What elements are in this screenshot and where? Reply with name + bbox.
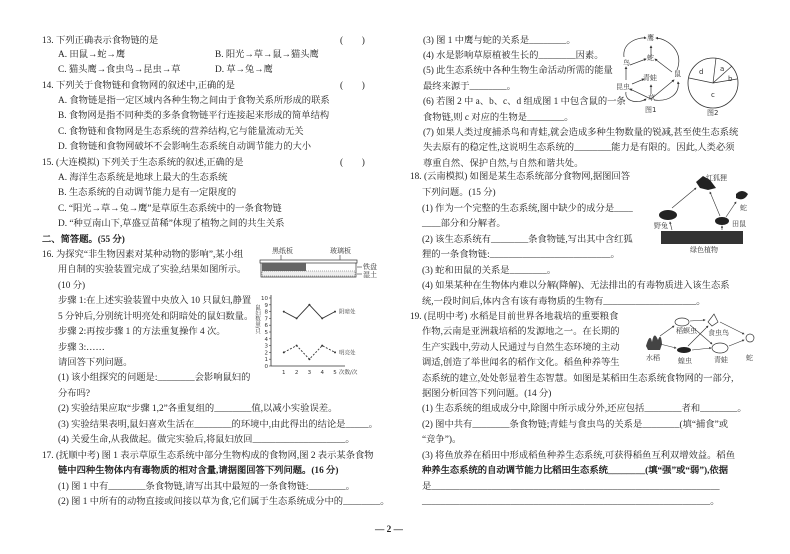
slice-c: c [711, 91, 715, 99]
answer-line: 是______________________________________________________________ [422, 482, 720, 492]
question-stem: 19. (昆明中考) 水稻是目前世界各地栽培的重要粮食 [410, 312, 619, 322]
option-a: A. 食物链是指一定区域内各种生物之间由于食物关系所形成的联系 [58, 96, 330, 106]
woodlouse-line-chart [252, 290, 377, 380]
y-tick-label: 7 [264, 316, 268, 323]
label-glass-board: 玻璃板 [330, 247, 351, 255]
data-point [334, 311, 336, 313]
question-stem: 13. 下列正确表示食物链的是 [42, 36, 159, 46]
label-green-plants: 绿色植物 [690, 246, 718, 254]
sub-question-2-cont: 狸的一条食物链:__________________________。 [422, 250, 620, 260]
answer-paren: ( ) [340, 36, 365, 46]
label-rabbit: 野兔 [654, 222, 668, 230]
slice-d: d [699, 68, 704, 76]
option-b: B. 阳光→草→鼠→猫头鹰 [215, 50, 319, 60]
option-d: D. 食物链和食物网破坏不会影响生态系统自动调节能力的大小 [58, 142, 312, 152]
plants-icon [661, 231, 743, 244]
option-b: B. 生态系统的自动调节能力是有一定限度的 [58, 188, 237, 198]
y-tick-label: 5 [264, 330, 268, 336]
borer-icon [675, 318, 689, 326]
node-grass: 草 [648, 94, 655, 102]
sub-question-4: (4) 关爱生命,从我做起。做完实验后,将鼠妇放回____________________。 [58, 435, 355, 445]
sub-question-2: (2) 实验结果应取“步骤 1,2”各重复组的________值,以减小实验误差。 [58, 404, 338, 414]
sub-question-2: (2) 该生态系统有________条食物链,写出其中含红狐 [422, 235, 633, 245]
option-d: D. 草→兔→鹰 [215, 65, 273, 75]
question-text: 作物,云南是亚洲栽培稻的发源地之一。在长期的 [422, 327, 620, 337]
question-score: 据图分析回答下列问题。(14 分) [422, 389, 552, 399]
sub-question-1: (1) 作为一个完整的生态系统,图中缺少的成分是____ [422, 204, 633, 214]
y-tick-label: 1 [264, 357, 268, 364]
option-c: C. 食物链和食物网是生态系统的营养结构,它与能量流动无关 [58, 127, 304, 137]
label-black-board: 黑纸板 [272, 247, 293, 255]
figure-2-pie [686, 55, 742, 119]
figure-caption: 图2 [707, 109, 719, 117]
question-stem: 14. 下列关于食物链和食物网的叙述中,正确的是 [42, 81, 235, 91]
step-3: 步骤 3:…… [58, 343, 105, 353]
answer-paren: ( ) [340, 81, 365, 91]
sub-question-5: (5) 此生态系统中各种生物生命活动所需的能量 [423, 66, 613, 76]
option-a: A. 海洋生态系统是地球上最大的生态系统 [58, 173, 228, 183]
sub-question-1-cont: 分布吗? [58, 389, 91, 399]
y-tick-label: 6 [264, 323, 268, 330]
series-line-阴暗处 [284, 305, 335, 319]
y-tick-label: 4 [264, 336, 268, 343]
node-frog: 青蛙 [643, 74, 657, 82]
node-insect: 昆虫 [616, 83, 630, 91]
rice-icon [646, 335, 662, 350]
option-c: C. 猫头鹰→食虫鸟→昆虫→草 [58, 65, 181, 75]
data-point [308, 304, 310, 306]
sub-question-6: (6) 若图 2 中 a、b、c、d 组成图 1 中包含鼠的一条 [423, 97, 626, 107]
y-axis-label: 鼠妇数量/只 [254, 304, 260, 335]
figure-1-food-web [614, 32, 686, 118]
section-heading: 二、简答题。(55 分) [42, 235, 125, 245]
series-line-明亮处 [284, 346, 335, 360]
x-tick-label: 3 [307, 370, 312, 376]
question-stem: 15. (大连模拟) 下列关于生态系统的叙述,正确的是 [42, 158, 244, 168]
question-stem: 18. (云南模拟) 如图是某生态系统部分食物网,据图回答 [410, 172, 631, 182]
bird-icon [708, 314, 718, 326]
question-text: 用自制的实验装置完成了实验,结果如图所示。 [58, 265, 247, 275]
label-locust: 蝗虫 [678, 357, 692, 365]
data-point [308, 358, 310, 360]
node-snake: 蛇 [647, 54, 654, 62]
sub-question-1: (1) 生态系统的组成成分中,除图中所示成分外,还应包括________者和________。 [422, 404, 747, 414]
question-score: (10 分) [58, 281, 86, 291]
y-tick-label: 3 [264, 343, 268, 350]
question-text: 生产实践中,劳动人民通过与自然生态环境的主动 [422, 343, 620, 353]
sub-question-4: (4) 水是影响草原植被生长的________因素。 [423, 51, 604, 61]
option-a: A. 田鼠→蛇→鹰 [58, 50, 126, 60]
sub-question-1: (1) 该小组探究的问题是:________会影响鼠妇的 [58, 373, 251, 383]
series-label: 明亮处 [339, 350, 356, 357]
sub-question-3: (3) 图 1 中鹰与蛇的关系是________。 [423, 36, 576, 46]
sub-question-4-cont: 统,一段时间后,体内含有该有毒物质的生物有____________________。 [422, 297, 706, 307]
label-snake: 蛇 [746, 354, 753, 362]
ecosystem-food-web-figure [648, 172, 758, 254]
x-tick-label: 5 [333, 370, 337, 376]
question-stem: 16. 为探究“非生物因素对某种动物的影响”,某小组 [42, 250, 244, 260]
y-tick-label: 0 [264, 364, 268, 370]
sub-question-3: (3) 蛇和田鼠的关系是________。 [422, 266, 557, 276]
question-stem: 17. (抚顺中考) 图 1 表示草原生态系统中部分生物构成的食物网,图 2 表示某条食物 [42, 451, 374, 461]
slice-b: b [728, 75, 733, 83]
sub-question-6-cont: 食物链,则 c 对应的生物是________。 [423, 113, 574, 123]
label-bird: 食虫鸟 [708, 329, 729, 337]
vole-icon [715, 217, 729, 225]
data-point [283, 351, 285, 353]
x-tick-label: 2 [294, 370, 299, 376]
sub-question-2: (2) 图 1 中所有的动物直接或间接以草为食,它们属于生态系统成分中的________。 [58, 497, 390, 507]
series-label: 阴暗处 [339, 309, 356, 316]
data-point [334, 351, 336, 353]
sub-question-7-end: 尊重自然、保护自然,与自然和谐共处。 [423, 159, 584, 169]
option-d: D. “种豆南山下,草盛豆苗稀”体现了植物之间的共生关系 [58, 219, 285, 229]
sub-question-5-cont: 最终来源于________。 [423, 82, 516, 92]
frog-icon [712, 343, 728, 353]
sub-question-2-cont: “竞争”)。 [422, 435, 462, 445]
sub-question-4: (4) 如果某种在生物体内难以分解(降解)、无法排出的有毒物质进入该生态系 [422, 281, 730, 291]
y-tick-label: 8 [264, 309, 268, 316]
label-soil: 湿土 [363, 271, 377, 279]
pie-drawing [686, 55, 742, 111]
page-number: — 2 — [375, 525, 403, 535]
food-web-illustration [648, 172, 758, 254]
y-tick-label: 9 [264, 302, 268, 309]
step-1: 步骤 1:在上述实验装置中央放入 10 只鼠妇,静置 [58, 296, 252, 306]
snake-icon [746, 334, 754, 342]
step-1-cont: 5 分钟后,分别统计明亮处和阴暗处的鼠妇数量。 [58, 312, 254, 322]
question-text: 态系统的建立,处处彰显着生态智慧。如图是某稻田生态系统食物网的一部分, [422, 374, 734, 384]
option-c: C. “阳光→草→兔→鹰”是草原生态系统中的一条食物链 [58, 204, 282, 214]
step-2: 步骤 2:再按步骤 1 的方法重复操作 4 次。 [58, 327, 226, 337]
figure-caption: 图1 [645, 106, 657, 114]
data-point [283, 311, 285, 313]
label-borer: 稻螟虫 [676, 327, 697, 335]
label-snake: 蛇 [740, 204, 747, 212]
data-point [296, 317, 298, 319]
instruction: 请回答下列问题。 [58, 358, 133, 368]
y-tick-label: 2 [264, 350, 268, 357]
sub-question-1: (1) 图 1 中有________条食物链,请写出其中最短的一条食物链:________。 [58, 482, 355, 492]
question-text: 调适,创造了举世闻名的稻作文化。稻鱼种养等生 [422, 358, 620, 368]
locust-icon [677, 347, 691, 353]
node-mouse: 鼠 [674, 70, 681, 78]
question-score: 下列问题。(15 分) [422, 188, 496, 198]
label-red-fox: 红狐狸 [706, 174, 727, 182]
x-tick-label: 1 [282, 370, 286, 376]
rice-field-food-web-figure [640, 312, 762, 368]
x-tick-label: 4 [320, 370, 324, 376]
slice-a: a [720, 65, 725, 73]
sub-question-1-cont: ____部分和分解者。 [422, 219, 506, 229]
data-point [296, 345, 298, 347]
label-frog: 青蛙 [714, 356, 728, 364]
rabbit-icon [659, 210, 677, 220]
sub-question-7-cont: 失去原有的稳定性,这说明生态系统的________能力是有限的。因此,人类必须 [423, 143, 735, 153]
sub-question-3-cont: 种养生态系统的自动调节能力比稻田生态系统________(填“强”或“弱”),依据 [422, 466, 729, 476]
label-vole: 田鼠 [732, 220, 746, 228]
label-rice: 水稻 [646, 354, 660, 362]
sub-question-2: (2) 图中共有________条食物链;青蛙与食虫鸟的关系是________(填“捕食”或 [422, 420, 729, 430]
sub-question-3: (3) 实验结果表明,鼠妇喜欢生活在________的环境中,由此得出的结论是_____。 [58, 420, 378, 430]
answer-line: ______________________________________________________________。 [422, 497, 720, 507]
sub-question-3: (3) 将鱼放养在稻田中形成稻鱼种养生态系统,可获得稻鱼互利双增效益。稻鱼 [422, 451, 735, 461]
apparatus-figure [258, 247, 383, 281]
answer-paren: ( ) [340, 158, 365, 168]
x-axis-label: 次数/次 [339, 370, 358, 376]
node-bird: 鸟 [623, 59, 630, 67]
data-point [321, 345, 323, 347]
snake-icon [736, 191, 748, 199]
y-tick-label: 10 [261, 296, 268, 302]
question-text: 链中四种生物体内有毒物质的相对含量,请据图回答下列问题。(16 分) [58, 466, 339, 476]
data-point [321, 317, 323, 319]
option-b: B. 食物网是指不同种类的多条食物链平行连接起来形成的简单结构 [58, 111, 330, 121]
node-eagle: 鹰 [647, 34, 654, 42]
label-tray: 铁盘 [363, 263, 377, 271]
sub-question-7: (7) 如果人类过度捕杀鸟和青蛙,就会造成多种生物数量的锐减,甚至使生态系统 [423, 128, 739, 138]
